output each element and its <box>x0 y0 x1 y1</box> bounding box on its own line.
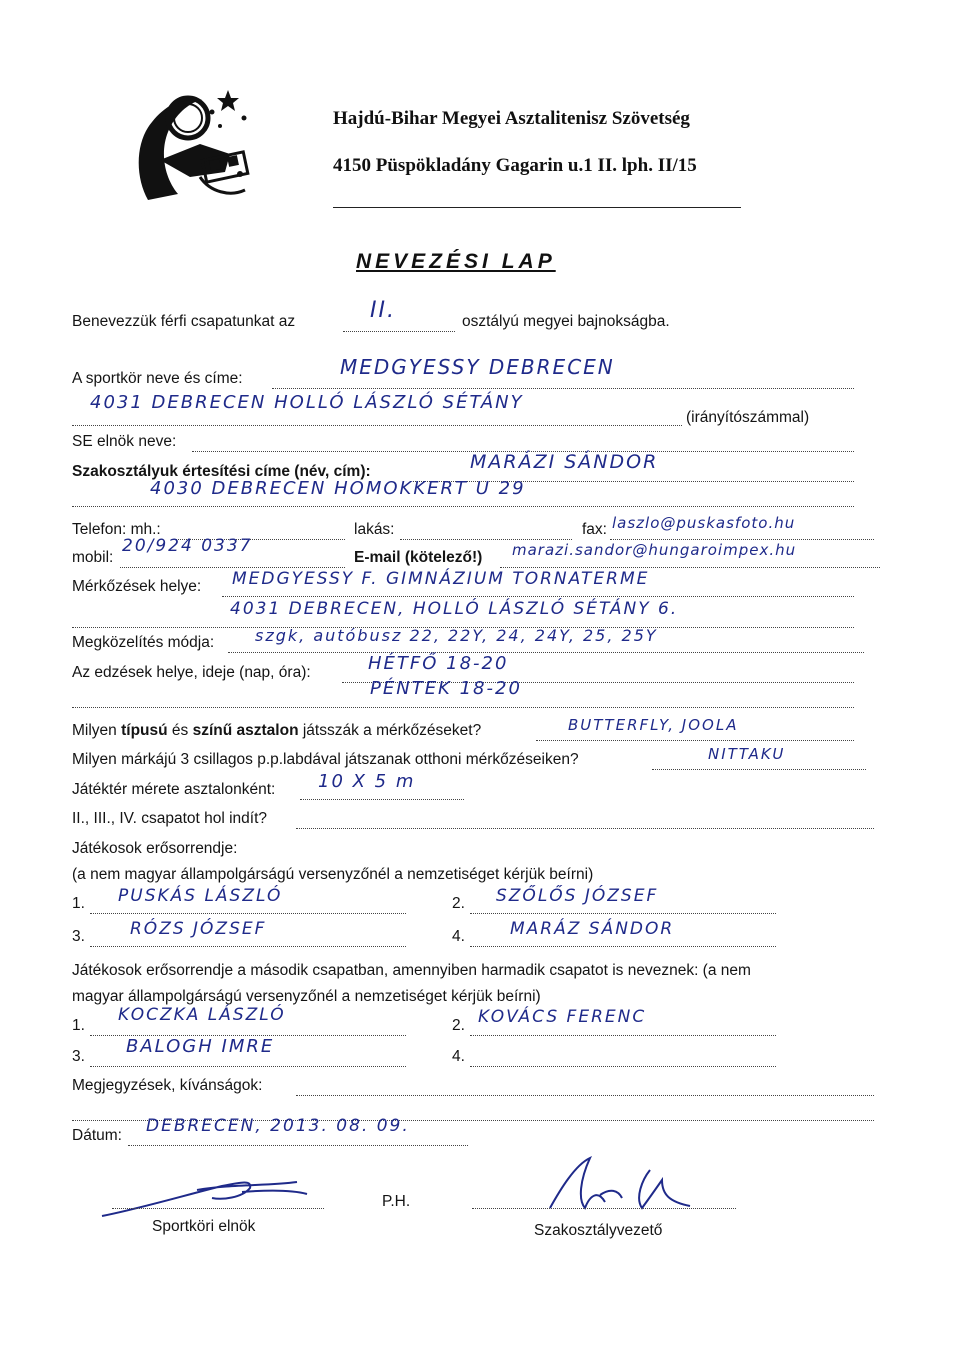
association-name: Hajdú-Bihar Megyei Asztalitenisz Szövetség <box>333 108 690 129</box>
association-address: 4150 Püspökladány Gagarin u.1 II. lph. II/15 <box>333 155 697 176</box>
team2-player-4-field <box>470 1066 776 1067</box>
player-1-field <box>90 913 406 914</box>
club-address-value: 4031 DEBRECEN HOLLÓ LÁSZLÓ SÉTÁNY <box>90 392 524 413</box>
email-label: E-mail (kötelező!) <box>354 549 483 566</box>
table-value: BUTTERFLY, JOOLA <box>568 716 739 734</box>
mobile-value: 20/924 0337 <box>122 536 253 556</box>
home-phone-field <box>400 539 572 540</box>
access-value: szgk, autóbusz 22, 22Y, 24, 24Y, 25, 25Y <box>255 626 658 645</box>
table-question-prefix: Milyen <box>72 722 117 739</box>
contact-address-value: 4030 DEBRECEN HOMOKKERT U 29 <box>150 478 526 499</box>
player-3-field <box>90 946 406 947</box>
team2-player-3-num: 3. <box>72 1048 85 1065</box>
ball-question: Milyen márkájú 3 csillagos p.p.labdával játszanak otthoni mérkőzéseiken? <box>72 751 579 768</box>
division-field <box>343 331 455 332</box>
venue-address-value: 4031 DEBRECEN, HOLLÓ LÁSZLÓ SÉTÁNY 6. <box>230 599 679 619</box>
teams-field <box>296 828 874 829</box>
table-question-suffix: játsszák a mérkőzéseket? <box>302 722 482 739</box>
training-label: Az edzések helye, ideje (nap, óra): <box>72 664 311 681</box>
contact-label: Szakosztályuk értesítési címe (név, cím): <box>72 463 371 480</box>
player-1-num: 1. <box>72 895 85 912</box>
mobile-field <box>120 567 345 568</box>
training-field-2 <box>72 707 854 708</box>
club-name-value: MEDGYESSY DEBRECEN <box>340 355 615 379</box>
division-value: II. <box>370 298 396 323</box>
team2-player-3-name: BALOGH IMRE <box>126 1036 275 1057</box>
player-2-num: 2. <box>452 895 465 912</box>
player-2-name: SZŐLŐS JÓZSEF <box>496 886 659 906</box>
mobile-label: mobil: <box>72 549 114 566</box>
table-field <box>536 740 854 741</box>
player-3-name: RÓZS JÓZSEF <box>130 919 267 939</box>
club-name-field <box>272 388 854 389</box>
team2-player-2-field <box>470 1035 776 1036</box>
form-title: NEVEZÉSI LAP <box>356 250 556 273</box>
training-line-1: HÉTFŐ 18-20 <box>368 653 509 674</box>
players2-label-line1: Játékosok erősorrendje a második csapatban, amennyiben harmadik csapatot is neveznek: (a nem <box>72 962 751 979</box>
section-head-signature-line <box>472 1208 736 1209</box>
team2-player-1-num: 1. <box>72 1017 85 1034</box>
player-2-field <box>470 913 776 914</box>
stamp-label: P.H. <box>382 1193 411 1210</box>
players-label: Játékosok erősorrendje: <box>72 840 238 857</box>
table-question <box>72 722 481 740</box>
table-question-type: típusú <box>121 722 168 739</box>
notes-label: Megjegyzések, kívánságok: <box>72 1077 263 1094</box>
home-phone-label: lakás: <box>354 521 395 538</box>
venue-name-field <box>222 596 854 597</box>
ball-field <box>652 769 866 770</box>
players-note: (a nem magyar állampolgárságú versenyzőnél a nemzetiséget kérjük beírni) <box>72 866 594 883</box>
date-field <box>128 1145 468 1146</box>
section-head-label: Szakosztályvezető <box>534 1222 663 1239</box>
venue-label: Mérkőzések helye: <box>72 578 202 595</box>
training-line-2: PÉNTEK 18-20 <box>370 678 522 699</box>
email-field <box>500 567 880 568</box>
notes-field-1 <box>296 1095 874 1096</box>
email-value: marazi.sandor@hungaroimpex.hu <box>512 541 797 559</box>
player-4-num: 4. <box>452 928 465 945</box>
area-label: Játéktér mérete asztalonként: <box>72 781 276 798</box>
club-address-field <box>72 425 682 426</box>
venue-name-value: MEDGYESSY F. GIMNÁZIUM TORNATERME <box>232 569 650 589</box>
date-label: Dátum: <box>72 1127 122 1144</box>
player-3-num: 3. <box>72 928 85 945</box>
team2-player-2-num: 2. <box>452 1017 465 1034</box>
contact-name-value: MARÁZI SÁNDOR <box>470 451 659 473</box>
player-1-name: PUSKÁS LÁSZLÓ <box>118 886 283 906</box>
team2-player-1-name: KOCZKA LÁSZLÓ <box>118 1005 286 1025</box>
fax-label: fax: <box>582 521 607 538</box>
entry-suffix: osztályú megyei bajnokságba. <box>462 313 670 330</box>
access-label: Megközelítés módja: <box>72 634 215 651</box>
ball-value: NITTAKU <box>708 745 786 763</box>
fax-field <box>610 539 874 540</box>
president-label: Sportköri elnök <box>152 1218 256 1235</box>
entry-prefix: Benevezzük férfi csapatunkat az <box>72 313 296 330</box>
phone-label: Telefon: mh.: <box>72 521 161 538</box>
table-question-and: és <box>171 722 189 739</box>
area-value: 10 X 5 m <box>318 771 416 792</box>
team2-player-4-num: 4. <box>452 1048 465 1065</box>
player-4-field <box>470 946 776 947</box>
postal-note: (irányítószámmal) <box>686 409 810 426</box>
teams-label: II., III., IV. csapatot hol indít? <box>72 810 268 827</box>
access-field <box>228 652 864 653</box>
section-head-signature <box>530 1150 730 1220</box>
contact-address-field <box>72 506 854 507</box>
team2-player-2-name: KOVÁCS FERENC <box>478 1007 647 1027</box>
players2-label-line2: magyar állampolgárságú versenyzőnél a nemzetiséget kérjük beírni) <box>72 988 541 1005</box>
date-value: DEBRECEN, 2013. 08. 09. <box>146 1116 410 1136</box>
president-signature-line <box>112 1208 324 1209</box>
player-4-name: MARÁZ SÁNDOR <box>510 919 675 939</box>
association-logo <box>130 82 270 207</box>
team2-player-3-field <box>90 1066 406 1067</box>
club-name-label: A sportkör neve és címe: <box>72 370 243 387</box>
header-divider <box>333 207 741 208</box>
area-field <box>300 799 464 800</box>
fax-value: laszlo@puskasfoto.hu <box>612 514 796 532</box>
chair-label: SE elnök neve: <box>72 433 177 450</box>
table-question-color: színű asztalon <box>192 722 299 739</box>
